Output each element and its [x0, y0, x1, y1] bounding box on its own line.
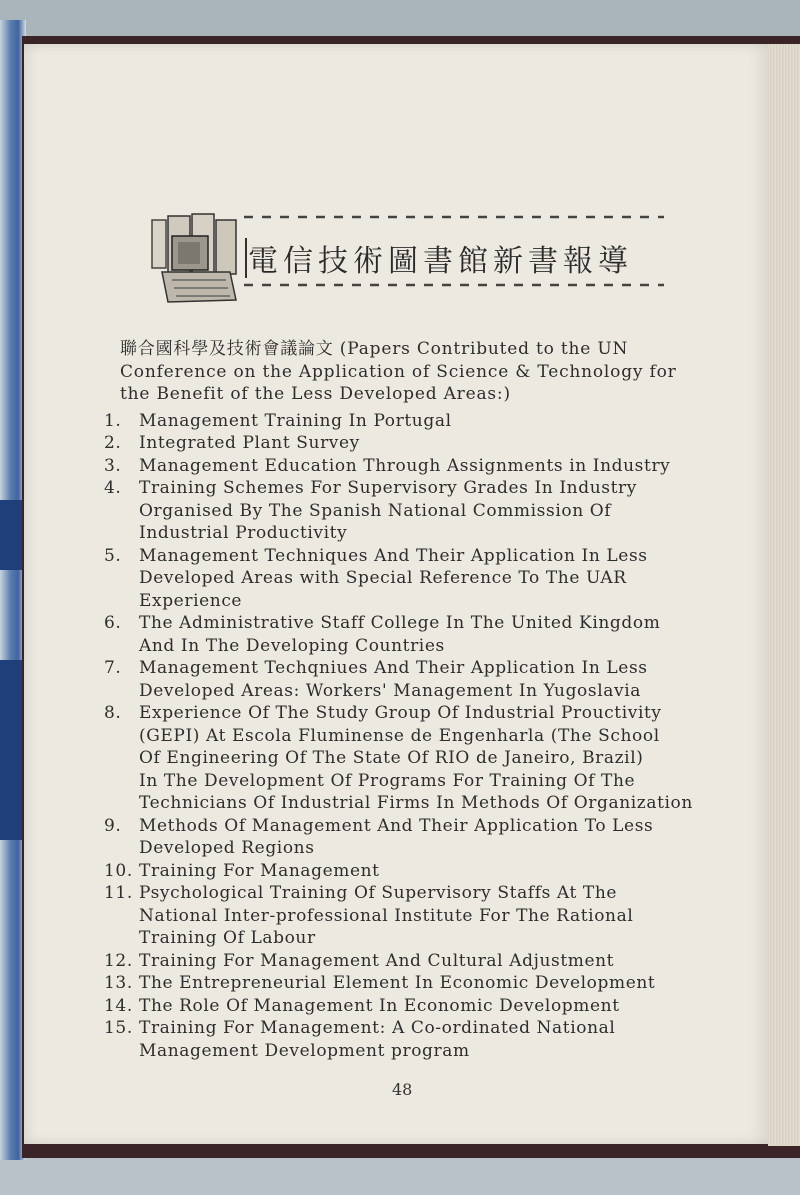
list-item — [104, 410, 724, 433]
decorative-rule-top — [244, 214, 664, 220]
item-number: 9. — [104, 815, 122, 836]
item-number: 1. — [104, 410, 122, 431]
item-text-line: Training For Management And Cultural Adjustment — [139, 950, 615, 971]
list-item — [104, 545, 724, 613]
list-item — [104, 972, 724, 995]
page-number: 48 — [392, 1080, 413, 1099]
list-item — [104, 432, 724, 455]
item-number: 11. — [104, 883, 133, 903]
item-text-line: In The Development Of Programs For Training Of The — [139, 770, 636, 791]
header-title: 電信技術圖書館新書報導 — [248, 244, 633, 279]
item-text-line: Technicians Of Industrial Firms In Methods Of Organization — [139, 793, 693, 813]
item-number: 6. — [104, 613, 122, 633]
section-header — [148, 210, 668, 310]
list-item — [104, 612, 724, 657]
item-text-line: Management Techniques And Their Application In Less — [139, 545, 648, 566]
item-text-line: Methods Of Management And Their Application To Less — [139, 815, 654, 836]
item-text-line: Organised By The Spanish National Commission Of — [139, 500, 612, 521]
item-text-line: Developed Areas with Special Reference To The UAR — [139, 568, 627, 588]
item-text-line: The Role Of Management In Economic Development — [139, 995, 620, 1016]
item-text-line: Experience — [139, 590, 243, 611]
item-text-line: The Administrative Staff College In The United Kingdom — [139, 613, 661, 633]
item-text-line: Psychological Training Of Supervisory Staffs At The — [139, 883, 618, 903]
list-item — [104, 657, 724, 702]
item-text-line: Experience Of The Study Group Of Industrial Prouctivity — [139, 703, 662, 723]
item-number: 10. — [104, 860, 133, 881]
item-text-line: Training For Management: A Co-ordinated National — [139, 1018, 616, 1038]
item-text-line: The Entrepreneurial Element In Economic Development — [139, 973, 656, 993]
item-text-line: Training Of Labour — [139, 928, 316, 948]
item-text-line: Management Techqniues And Their Application In Less — [139, 658, 648, 678]
item-text-line: Developed Areas: Workers' Management In Yugoslavia — [139, 680, 641, 701]
books-icon — [148, 210, 244, 310]
list-item — [104, 950, 724, 973]
item-number: 13. — [104, 973, 133, 993]
item-text-line: Integrated Plant Survey — [139, 433, 360, 453]
item-text-line: Management Training In Portugal — [139, 410, 452, 431]
item-number: 14. — [104, 995, 133, 1016]
item-text-line: Management Education Through Assignments in Industry — [139, 455, 671, 476]
background-top — [0, 0, 800, 40]
list-item — [104, 882, 724, 950]
item-number: 15. — [104, 1018, 133, 1038]
intro-paragraph — [120, 338, 724, 406]
item-number: 8. — [104, 703, 122, 723]
header-divider — [245, 238, 247, 278]
intro-line: the Benefit of the Less Developed Areas:) — [120, 384, 511, 404]
page-edges — [768, 44, 800, 1146]
item-text-line: Industrial Productivity — [139, 523, 348, 543]
item-text-line: National Inter-professional Institute For The Rational — [139, 905, 634, 926]
item-number: 2. — [104, 433, 122, 453]
item-text-line: Developed Regions — [139, 838, 315, 858]
article-body — [104, 338, 724, 1062]
intro-line: Conference on the Application of Science & Technology for — [120, 361, 677, 382]
item-text-line: And In The Developing Countries — [139, 635, 445, 656]
list-item — [104, 477, 724, 545]
item-number: 12. — [104, 950, 133, 971]
item-number: 4. — [104, 478, 122, 498]
list-item — [104, 860, 724, 883]
item-number: 5. — [104, 545, 122, 566]
decorative-rule-bottom — [244, 282, 664, 288]
intro-line: 聯合國科學及技術會議論文 (Papers Contributed to the UN — [120, 339, 629, 359]
item-text-line: Training For Management — [139, 860, 380, 881]
list-item — [104, 455, 724, 478]
list-item — [104, 815, 724, 860]
item-text-line: (GEPI) At Escola Fluminense de Engenharla (The School — [139, 725, 660, 746]
item-text-line: Training Schemes For Supervisory Grades In Industry — [139, 478, 637, 498]
list-item — [104, 995, 724, 1018]
list-item — [104, 1017, 724, 1062]
list-item — [104, 702, 724, 815]
item-text-line: Of Engineering Of The State Of RIO de Janeiro, Brazil) — [139, 748, 644, 768]
item-number: 7. — [104, 658, 122, 678]
item-number: 3. — [104, 455, 122, 476]
paper-list — [104, 410, 724, 1063]
item-text-line: Management Development program — [139, 1040, 470, 1061]
